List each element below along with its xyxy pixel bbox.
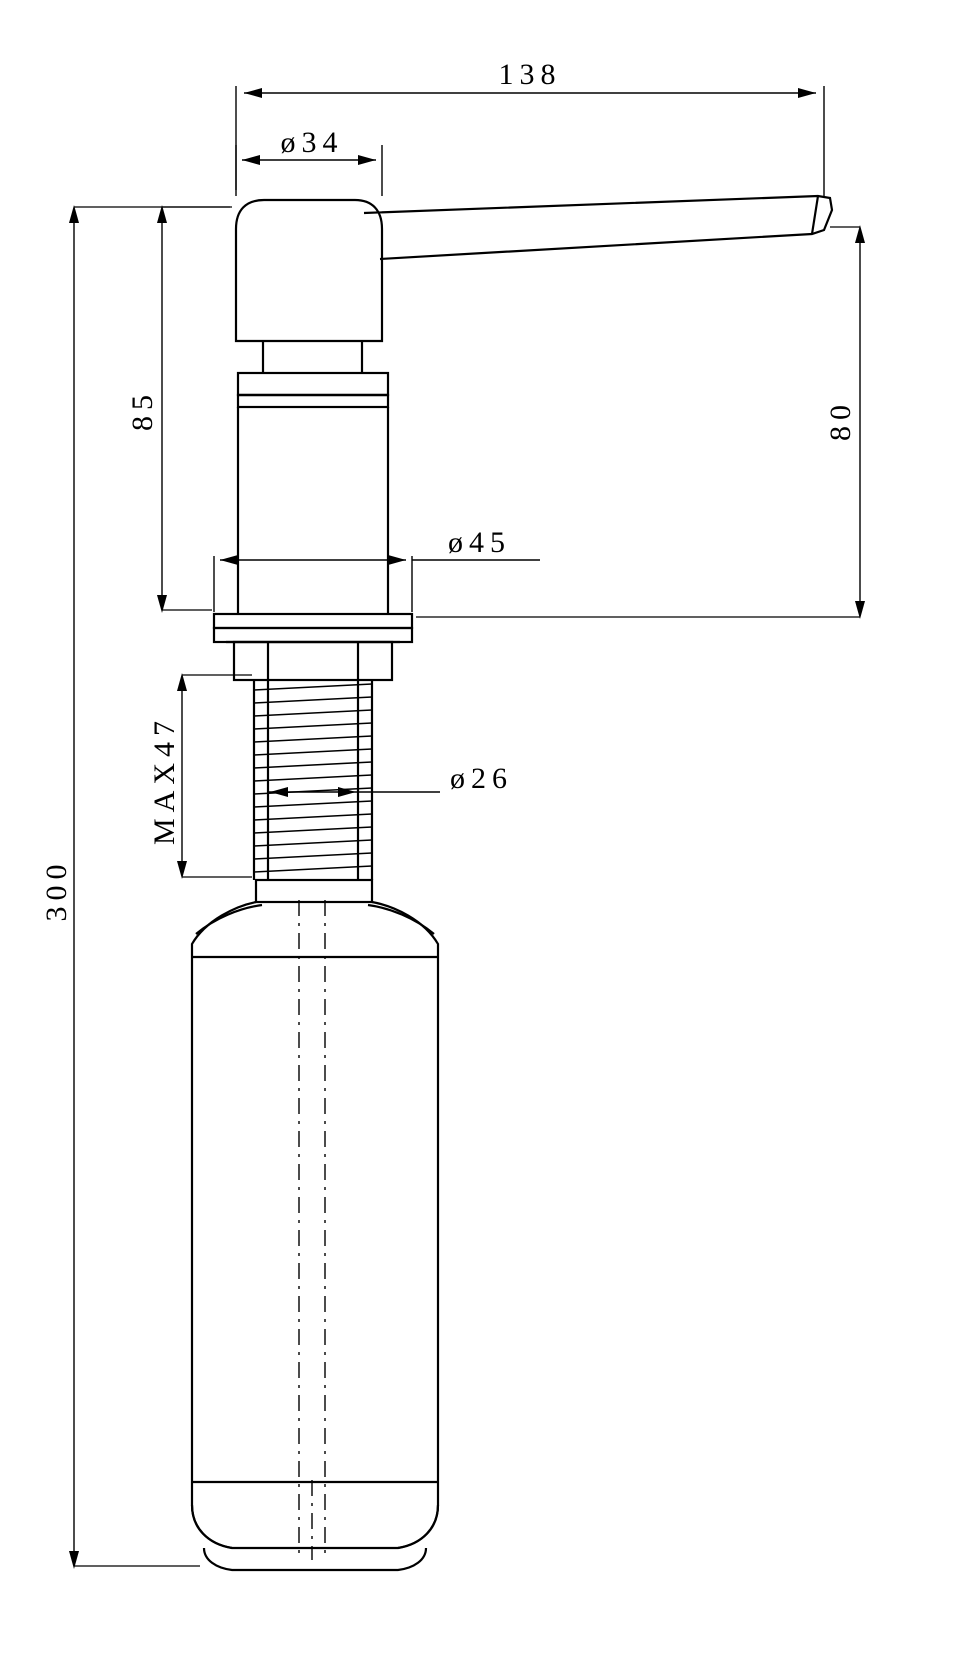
thread-hatching [254, 684, 372, 872]
dim-label-spout-length: 138 [498, 58, 562, 91]
dim-label-head-diameter: ø34 [280, 126, 344, 159]
dim-label-thread-diameter: ø26 [450, 762, 513, 795]
dim-label-spout-height: 80 [824, 399, 857, 441]
lock-nut [234, 642, 392, 680]
dim-label-thread-max-length: MAX47 [148, 714, 181, 846]
bottle-neck [256, 880, 372, 902]
dimension-lines [69, 86, 865, 1569]
pump-head [236, 200, 382, 341]
barrel-collar [238, 373, 388, 407]
dim-label-flange-diameter: ø45 [448, 526, 511, 559]
spout-arm [364, 196, 832, 259]
product-outline [192, 196, 832, 1570]
hidden-center-lines [299, 900, 325, 1560]
deck-flange [214, 614, 412, 642]
dim-label-total-height: 300 [40, 858, 73, 922]
dim-label-pump-height: 85 [126, 389, 159, 431]
pump-neck [263, 341, 362, 373]
bottle-body [192, 902, 438, 1570]
barrel-body [238, 407, 388, 614]
